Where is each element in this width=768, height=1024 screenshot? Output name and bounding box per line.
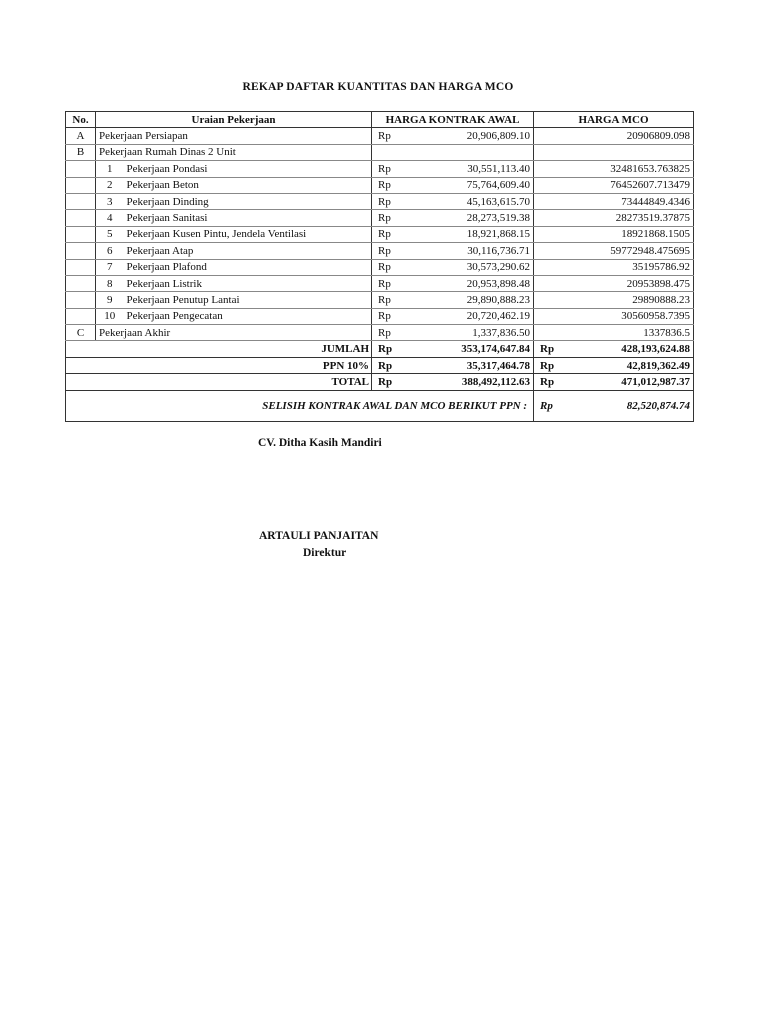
row-currency: Rp: [372, 292, 412, 308]
row-uraian: Pekerjaan Dinding: [124, 193, 372, 209]
selisih-value: 82,520,874.74: [626, 399, 691, 412]
summary-mco-cell: [534, 374, 694, 390]
row-harga-mco: 18921868.1505: [534, 226, 694, 242]
row-no: [66, 210, 96, 226]
summary-label: JUMLAH: [66, 341, 372, 357]
row-uraian: Pekerjaan Akhir: [96, 325, 372, 341]
row-currency: Rp: [372, 161, 412, 177]
row-harga-kontrak: 1,337,836.50: [412, 325, 534, 341]
row-harga-mco: 59772948.475695: [534, 243, 694, 259]
row-no: [66, 193, 96, 209]
selisih-currency: Rp: [540, 399, 553, 412]
row-no: A: [66, 128, 96, 144]
summary-currency-kontrak: Rp: [372, 357, 412, 373]
row-harga-kontrak: 30,116,736.71: [412, 243, 534, 259]
row-harga-mco: 76452607.713479: [534, 177, 694, 193]
row-no: [66, 275, 96, 291]
row-uraian: Pekerjaan Atap: [124, 243, 372, 259]
summary-mco-value: 42,819,362.49: [626, 359, 691, 372]
row-harga-kontrak: 75,764,609.40: [412, 177, 534, 193]
row-harga-kontrak: 30,573,290.62: [412, 259, 534, 275]
row-no: B: [66, 144, 96, 160]
selisih-label: SELISIH KONTRAK AWAL DAN MCO BERIKUT PPN :: [66, 390, 534, 421]
summary-row: [66, 341, 694, 357]
rekap-table: [65, 111, 694, 422]
row-currency: Rp: [372, 226, 412, 242]
summary-kontrak-value: 35,317,464.78: [412, 357, 534, 373]
row-harga-kontrak: 20,953,898.48: [412, 275, 534, 291]
selisih-row: [66, 390, 694, 421]
row-currency: [372, 144, 412, 160]
row-uraian: Pekerjaan Sanitasi: [124, 210, 372, 226]
row-currency: Rp: [372, 325, 412, 341]
row-harga-kontrak: 45,163,615.70: [412, 193, 534, 209]
row-harga-kontrak: 28,273,519.38: [412, 210, 534, 226]
row-sub-no: 8: [96, 275, 124, 291]
row-uraian: Pekerjaan Listrik: [124, 275, 372, 291]
row-sub-no: 4: [96, 210, 124, 226]
table-row: [66, 292, 694, 308]
table-row: [66, 128, 694, 144]
row-sub-no: 10: [96, 308, 124, 324]
row-no: [66, 177, 96, 193]
row-no: [66, 292, 96, 308]
row-uraian: Pekerjaan Persiapan: [96, 128, 372, 144]
row-harga-kontrak: 29,890,888.23: [412, 292, 534, 308]
row-sub-no: 1: [96, 161, 124, 177]
row-sub-no: 2: [96, 177, 124, 193]
summary-label: PPN 10%: [66, 357, 372, 373]
row-uraian: Pekerjaan Pengecatan: [124, 308, 372, 324]
row-currency: Rp: [372, 259, 412, 275]
row-currency: Rp: [372, 128, 412, 144]
table-row: [66, 193, 694, 209]
table-row: [66, 275, 694, 291]
row-uraian: Pekerjaan Penutup Lantai: [124, 292, 372, 308]
row-harga-kontrak: 30,551,113.40: [412, 161, 534, 177]
header-kontrak: HARGA KONTRAK AWAL: [372, 112, 534, 128]
row-harga-kontrak: [412, 144, 534, 160]
row-currency: Rp: [372, 308, 412, 324]
row-harga-mco: 28273519.37875: [534, 210, 694, 226]
summary-currency-kontrak: Rp: [372, 341, 412, 357]
header-mco: HARGA MCO: [534, 112, 694, 128]
summary-row: [66, 374, 694, 390]
table-row: [66, 243, 694, 259]
row-no: [66, 259, 96, 275]
row-harga-mco: 29890888.23: [534, 292, 694, 308]
row-no: [66, 161, 96, 177]
row-uraian: Pekerjaan Beton: [124, 177, 372, 193]
row-currency: Rp: [372, 275, 412, 291]
summary-kontrak-value: 388,492,112.63: [412, 374, 534, 390]
summary-currency-mco: Rp: [540, 375, 555, 388]
row-harga-mco: 20953898.475: [534, 275, 694, 291]
row-sub-no: 7: [96, 259, 124, 275]
row-sub-no: 5: [96, 226, 124, 242]
row-no: [66, 308, 96, 324]
summary-row: [66, 357, 694, 373]
row-uraian: Pekerjaan Pondasi: [124, 161, 372, 177]
header-uraian: Uraian Pekerjaan: [96, 112, 372, 128]
row-no: [66, 226, 96, 242]
row-harga-mco: 1337836.5: [534, 325, 694, 341]
row-harga-mco: 35195786.92: [534, 259, 694, 275]
table-row: [66, 210, 694, 226]
table-row: [66, 177, 694, 193]
row-no: C: [66, 325, 96, 341]
table-row: [66, 144, 694, 160]
summary-kontrak-value: 353,174,647.84: [412, 341, 534, 357]
summary-currency-mco: Rp: [540, 343, 555, 356]
row-harga-mco: 30560958.7395: [534, 308, 694, 324]
summary-currency-kontrak: Rp: [372, 374, 412, 390]
summary-currency-mco: Rp: [540, 359, 555, 372]
page-title: REKAP DAFTAR KUANTITAS DAN HARGA MCO: [242, 81, 514, 93]
table-row: [66, 226, 694, 242]
row-no: [66, 243, 96, 259]
summary-mco-cell: [534, 341, 694, 357]
row-harga-mco: 20906809.098: [534, 128, 694, 144]
summary-mco-value: 471,012,987.37: [621, 375, 691, 388]
row-uraian: Pekerjaan Plafond: [124, 259, 372, 275]
row-harga-kontrak: 18,921,868.15: [412, 226, 534, 242]
row-uraian: Pekerjaan Kusen Pintu, Jendela Ventilasi: [124, 226, 372, 242]
row-currency: Rp: [372, 177, 412, 193]
row-harga-kontrak: 20,720,462.19: [412, 308, 534, 324]
summary-mco-cell: [534, 357, 694, 373]
table-row: [66, 259, 694, 275]
table-header-row: [66, 112, 694, 128]
summary-label: TOTAL: [66, 374, 372, 390]
row-currency: Rp: [372, 210, 412, 226]
row-sub-no: 3: [96, 193, 124, 209]
row-harga-mco: [534, 144, 694, 160]
table-row: [66, 308, 694, 324]
summary-mco-value: 428,193,624.88: [621, 343, 691, 356]
header-no: No.: [66, 112, 96, 128]
selisih-cell: [534, 390, 694, 421]
company-name: CV. Ditha Kasih Mandiri: [258, 437, 382, 449]
row-harga-kontrak: 20,906,809.10: [412, 128, 534, 144]
signatory-role: Direktur: [303, 547, 347, 559]
row-uraian: Pekerjaan Rumah Dinas 2 Unit: [96, 144, 372, 160]
row-harga-mco: 32481653.763825: [534, 161, 694, 177]
table-row: [66, 325, 694, 341]
row-currency: Rp: [372, 193, 412, 209]
row-sub-no: 9: [96, 292, 124, 308]
table-row: [66, 161, 694, 177]
row-currency: Rp: [372, 243, 412, 259]
row-sub-no: 6: [96, 243, 124, 259]
row-harga-mco: 73444849.4346: [534, 193, 694, 209]
signatory-name: ARTAULI PANJAITAN: [259, 530, 379, 542]
